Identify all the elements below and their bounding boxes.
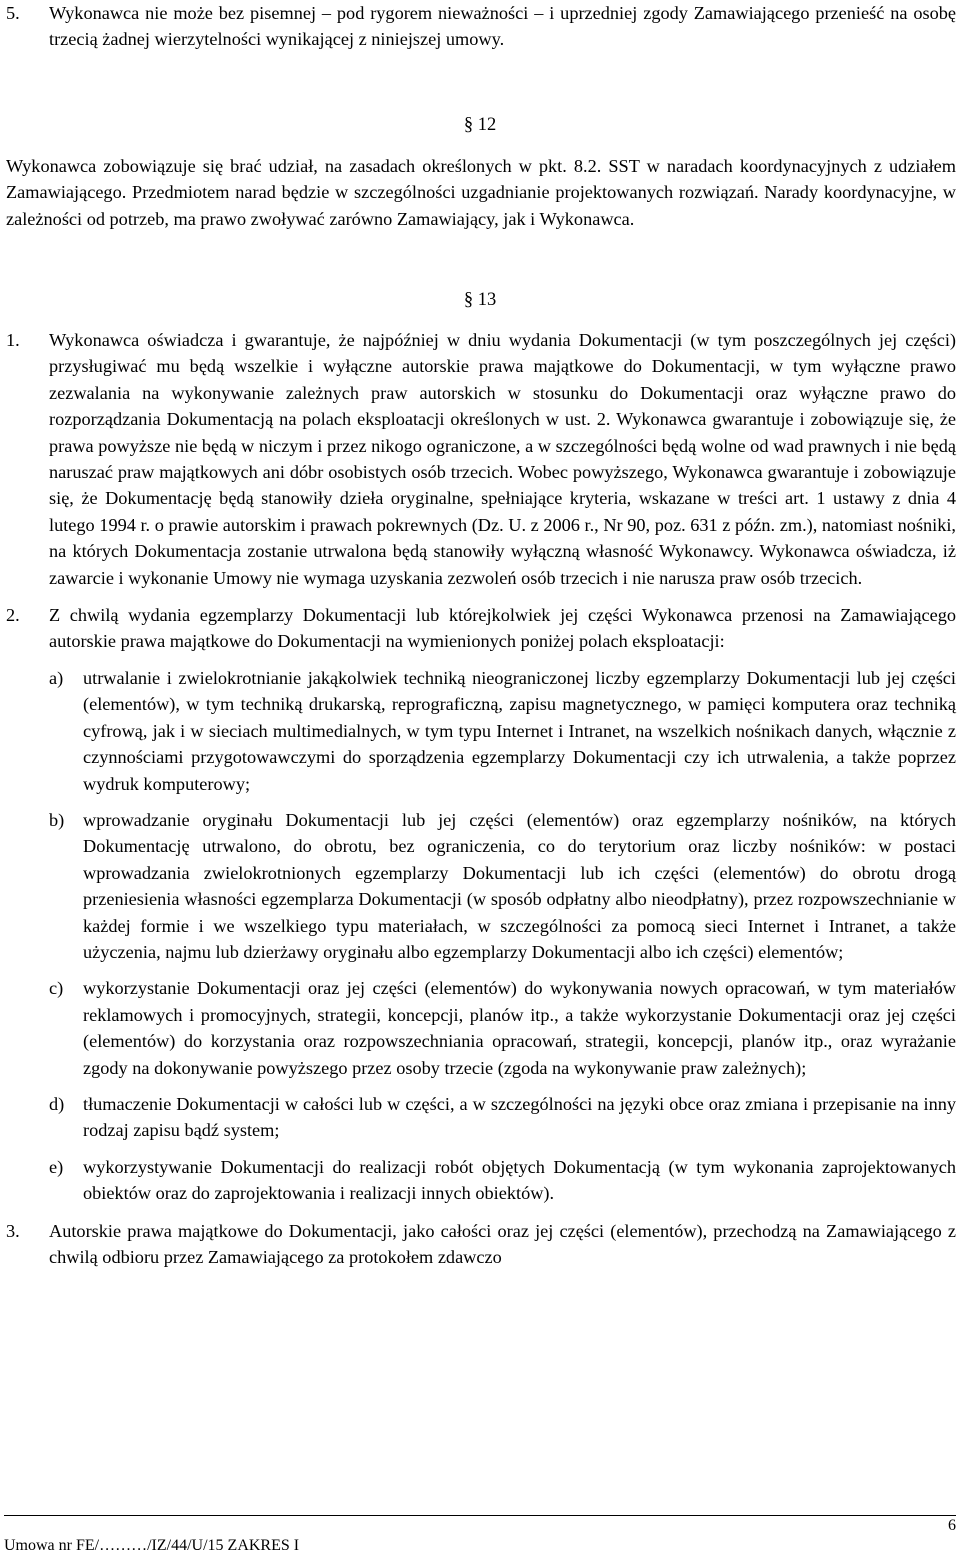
point-number: 3. [6, 1220, 20, 1241]
section-heading-12: § 12 [463, 115, 497, 135]
point-number: 1. [6, 330, 20, 350]
list-item-c [49, 975, 956, 1081]
paragraph-5 [6, 0, 956, 53]
point-number: 2. [6, 605, 20, 626]
list-letter: d) [49, 1093, 65, 1114]
list-item-a [49, 665, 956, 797]
paragraph-text: Wykonawca nie może bez pisemnej – pod rygorem nieważności – i uprzedniej zgody Zamawiającego przenieść na osobę trzecią żadnej wierzytelności wynikającej z niniejszej umowy. [49, 3, 956, 50]
list-letter: b) [49, 809, 65, 830]
list-item-text: wykorzystanie Dokumentacji oraz jej części (elementów) do wykonywania nowych opracowań, w tym materiałów reklamowych i promocyjnych, strategii, koncepcji, planów itp., a także wykorzystanie Dokumentacji oraz jej części (elementów) do korzystania oraz rozpowszechniania opracowań, strategii, koncepcji, planów itp., oraz wyrażanie zgody na dokonywanie powyższego przez osoby trzecie (zgoda na wykonywanie praw zależnych); [83, 978, 956, 1078]
point-text: Wykonawca oświadcza i gwarantuje, że najpóźniej w dniu wydania Dokumentacji (w tym poszczególnych jej części) przysługiwać mu będą wszelkie i wyłączne autorskie prawa majątkowe do Dokumentacji, w tym wyłączne prawo zezwalania na wykonywanie zależnych praw autorskich w stosunku do Dokumentacji oraz wyłączne prawo do rozporządzania Dokumentacją na polach eksploatacji określonych w ust. 2. Wykonawca gwarantuje i zobowiązuje się, że prawa powyższe nie będą w niczym i przez nikogo ograniczone, a w szczególności będą wolne od wad prawnych i nie będą naruszać praw majątkowych ani dóbr osobistych osób trzecich. Wobec powyższego, Wykonawca gwarantuje i zobowiązuje się, że Dokumentację będą stanowiły dzieła oryginalne, spełniające kryteria, wskazane w treści art. 1 ustawy z dnia 4 lutego 1994 r. o prawie autorskim i prawach pokrewnych (Dz. U. z 2006 r., Nr 90, poz. 631 z późn. zm.), natomiast nośniki, na których Dokumentacja zostanie utrwalona będą stanowiły wyłączną własność Wykonawcy. Wykonawca oświadcza, iż zawarcie i wykonanie Umowy nie wymaga uzyskania zezwoleń osób trzecich i nie narusza praw osób trzecich. [49, 330, 956, 588]
paragraph-number: 5. [6, 3, 20, 23]
section-13-point-2 [6, 602, 956, 655]
section-12-text: Wykonawca zobowiązuje się brać udział, na zasadach określonych w pkt. 8.2. SST w naradach koordynacyjnych z udziałem Zamawiającego. Przedmiotem narad będzie w szczególności uzgadnianie projektowanych rozwiązań. Narady koordynacyjne, w zależności od potrzeb, ma prawo zwoływać zarówno Zamawiający, jak i Wykonawca. [6, 156, 956, 229]
section-13-body [6, 327, 956, 1270]
list-letter: e) [49, 1156, 64, 1177]
section-heading-13: § 13 [463, 290, 497, 310]
list-item-text: wprowadzanie oryginału Dokumentacji lub jej części (elementów) oraz egzemplarzy nośników, na których Dokumentację utrwalono, do obrotu, bez ograniczenia, co do terytorium oraz liczby nośników: w postaci wprowadzania zwielokrotnionych egzemplarzy Dokumentacji lub ich części (elementów) do obrotu drogą przeniesienia własności egzemplarza Dokumentacji (w sposób odpłatny albo nieodpłatny), przez rozpowszechnianie w każdej formie i we wszelkiego typu materiałach, w szczególności za pomocą sieci Internet i Intranet, a także użyczenia, najmu lub dzierżawy oryginału albo egzemplarzy Dokumentacji albo ich części) elementów; [83, 809, 956, 962]
list-item-e [49, 1154, 956, 1207]
page-number: 6 [948, 1517, 956, 1534]
point-text: Autorskie prawa majątkowe do Dokumentacji, jako całości oraz jej części (elementów), przechodzą na Zamawiającego z chwilą odbioru przez Zamawiającego za protokołem zdawczo [49, 1220, 956, 1267]
list-item-text: utrwalanie i zwielokrotnianie jakąkolwiek techniką nieograniczonej liczby egzemplarzy Dokumentacji lub jej części (elementów), w tym techniką drukarską, reprograficzną, zapisu magnetycznego, w pamięci komputera oraz techniką cyfrową, jak i w sieciach multimedialnych, w tym typu Internet i Intranet, na wszelkich nośnikach danych, włącznie z czynnościami przygotowawczymi do sporządzenia egzemplarzy Dokumentacji czy ich utrwalenia, a także poprzez wydruk komputerowy; [83, 667, 956, 794]
footer-contract-number: Umowa nr FE/………/IZ/44/U/15 ZAKRES I [4, 1537, 300, 1554]
list-item-text: tłumaczenie Dokumentacji w całości lub w części, a w szczególności na języki obce oraz zmiana i przepisanie na inny rodzaj zapisu bądź system; [83, 1093, 956, 1141]
footer-divider [4, 1515, 956, 1516]
section-13-point-1 [6, 327, 956, 591]
list-letter: c) [49, 978, 64, 999]
point-text: Z chwilą wydania egzemplarzy Dokumentacji lub którejkolwiek jej części Wykonawca przenosi na Zamawiającego autorskie prawa majątkowe do Dokumentacji na wymienionych poniżej polach eksploatacji: [49, 605, 956, 652]
section-13-point-3 [6, 1218, 956, 1271]
list-item-d [49, 1091, 956, 1144]
list-item-text: wykorzystywanie Dokumentacji do realizacji robót objętych Dokumentacją (w tym wykonania zaprojektowanych obiektów oraz do zaprojektowania i realizacji innych obiektów). [83, 1156, 956, 1204]
list-letter: a) [49, 667, 64, 688]
list-item-b [49, 807, 956, 965]
